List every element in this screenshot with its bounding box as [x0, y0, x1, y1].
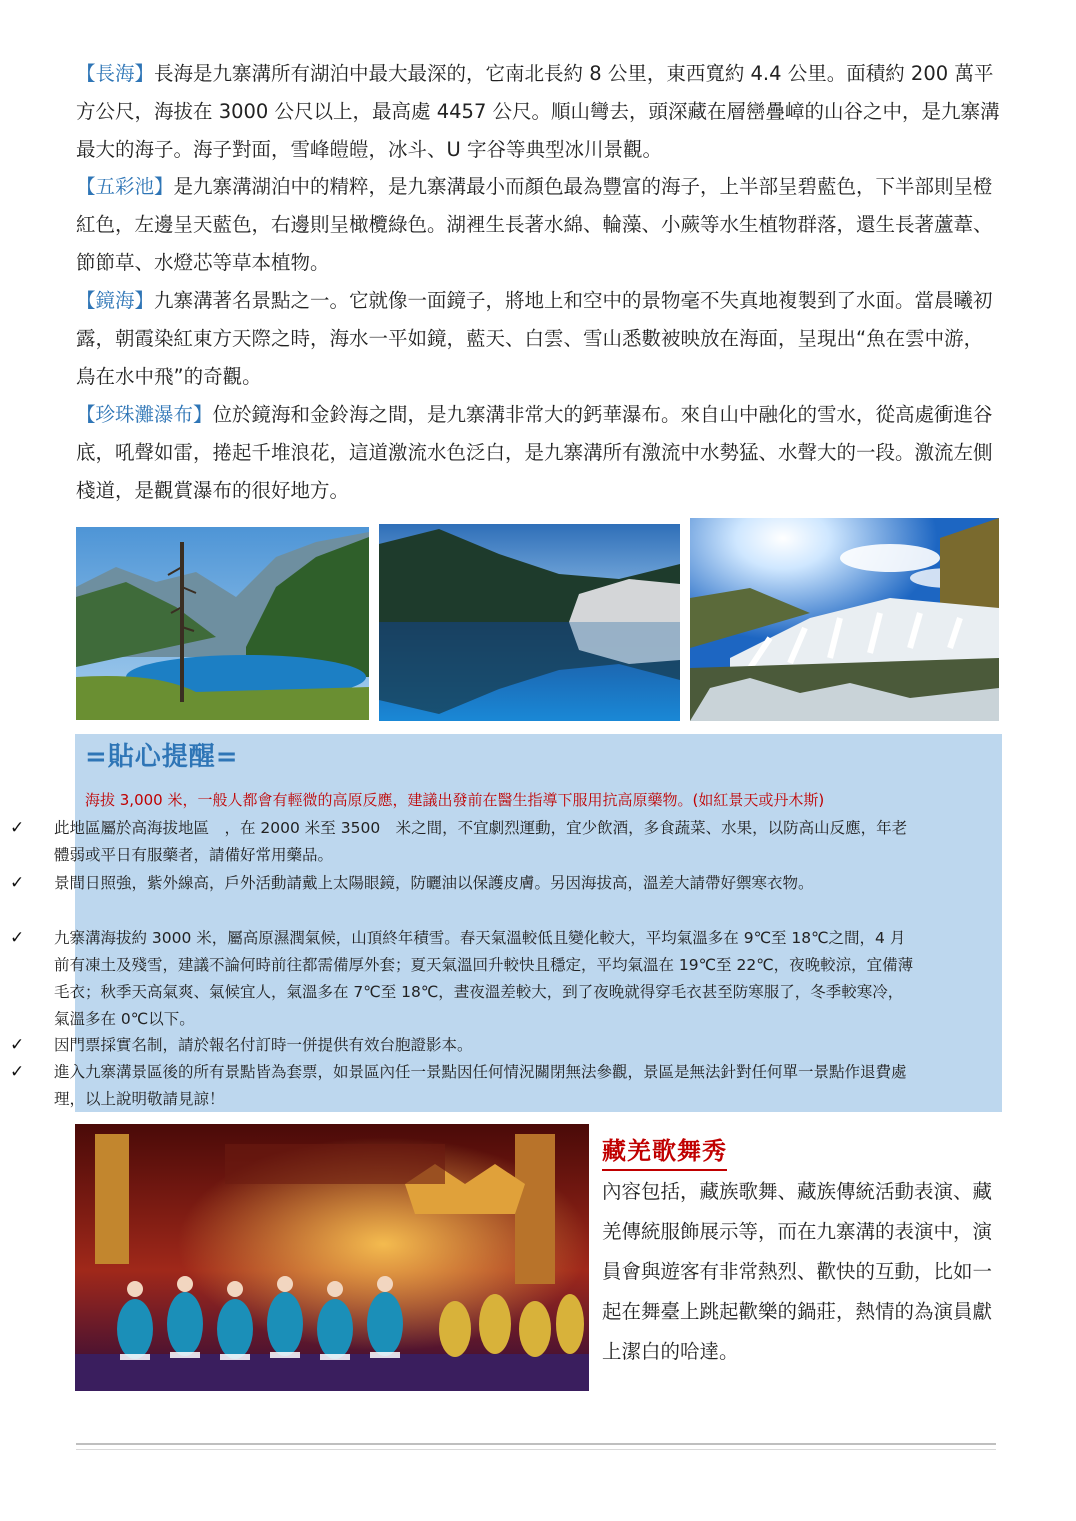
section-five-color-pond [76, 168, 1001, 282]
pearl-shoal-waterfall-photo [690, 518, 999, 721]
check-icon: ✓ [10, 1035, 25, 1055]
section-text: 九寨溝著名景點之一。它就像一面鏡子，將地上和空中的景物毫不失真地複製到了水面。當晨曦初露，朝霞染紅東方天際之時，海水一平如鏡，藍天、白雲、雪山悉數被映放在海面，呈現出“魚在雲中游，鳥在水中飛”的奇觀。 [76, 289, 993, 388]
tip-text: 進入九寨溝景區後的所有景點皆為套票，如景區內任一景點因任何情況關閉無法參觀，景區是無法針對任何單一景點作退費處理，以上說明敬請見諒！ [54, 1063, 907, 1108]
tip-text: 因門票採實名制，請於報名付訂時一併提供有效台胞證影本。 [54, 1036, 473, 1054]
show-description: 內容包括，藏族歌舞、藏族傳統活動表演、藏羌傳統服飾展示等，而在九寨溝的表演中，演員會與遊客有非常熱烈、歡快的互動，比如一起在舞臺上跳起歡樂的鍋莊，熱情的為演員獻上潔白的哈達。 [602, 1180, 993, 1363]
section-tag: 【長海】 [76, 62, 155, 85]
long-lake-photo [76, 527, 369, 720]
bottom-divider [76, 1443, 996, 1450]
tip-text: 九寨溝海拔約 3000 米，屬高原濕潤氣候，山頂終年積雪。春天氣溫較低且變化較大，平均氣溫多在 9℃至 18℃之間，4 月前有凍土及殘雪，建議不論何時前往都需備厚外套；夏天氣溫回升較快且穩定，平均氣溫在 19℃至 22℃，夜晚較涼，宜備薄毛衣；秋季天高氣爽、氣候宜人，氣溫多在 7℃至 18℃，晝夜溫差較大，到了夜晚就得穿毛衣甚至防寒服了，冬季較寒冷，氣溫多在 0℃以下。 [54, 929, 914, 1028]
section-long-lake [76, 55, 1001, 169]
section-text: 是九寨溝湖泊中的精粹，是九寨溝最小而顏色最為豐富的海子，上半部呈碧藍色，下半部則呈橙紅色，左邊呈天藍色，右邊則呈橄欖綠色。湖裡生長著水綿、輪藻、小蕨等水生植物群落，還生長著蘆葦、節節草、水燈芯等草本植物。 [76, 175, 993, 274]
section-text: 長海是九寨溝所有湖泊中最大最深的，它南北長約 8 公里，東西寬約 4.4 公里。面積約 200 萬平方公尺，海拔在 3000 公尺以上，最高處 4457 公尺。順山彎去，頭深藏在層巒疊嶂的山谷之中，是九寨溝最大的海子。海子對面，雪峰皚皚，冰斗、U 字谷等典型冰川景觀。 [76, 62, 1000, 161]
tip-text: 景間日照強，紫外線高，戶外活動請戴上太陽眼鏡，防曬油以保護皮膚。另因海拔高，溫差大請帶好禦寒衣物。 [54, 874, 814, 892]
check-icon: ✓ [10, 873, 25, 893]
section-pearl-shoal-waterfall [76, 396, 1001, 510]
check-icon: ✓ [10, 1062, 25, 1082]
show-title: 藏羌歌舞秀 [602, 1131, 727, 1171]
tip-text: 此地區屬於高海拔地區 ，在 2000 米至 3500 米之間，不宜劇烈運動，宜少飲酒，多食蔬菜、水果，以防高山反應，年老體弱或平日有服藥者，請備好常用藥品。 [54, 819, 908, 864]
altitude-warning: 海拔 3,000 米，一般人都會有輕微的高原反應，建議出發前在醫生指導下服用抗高原藥物。(如紅景天或丹木斯) [85, 791, 825, 809]
section-text: 位於鏡海和金鈴海之間，是九寨溝非常大的鈣華瀑布。來自山中融化的雪水，從高處衝進谷底，吼聲如雷，捲起千堆浪花，這道激流水色泛白，是九寨溝所有激流中水勢猛、水聲大的一段。激流左側棧道，是觀賞瀑布的很好地方。 [76, 403, 993, 502]
check-icon: ✓ [10, 928, 25, 948]
section-tag: 【鏡海】 [76, 289, 155, 312]
reminder-title: =貼心提醒= [85, 742, 239, 772]
tibetan-show-photo [75, 1124, 589, 1391]
section-mirror-lake [76, 282, 1001, 396]
section-tag: 【珍珠灘瀑布】 [76, 403, 213, 426]
mirror-lake-photo [379, 524, 680, 721]
section-tag: 【五彩池】 [76, 175, 174, 198]
check-icon: ✓ [10, 818, 25, 838]
